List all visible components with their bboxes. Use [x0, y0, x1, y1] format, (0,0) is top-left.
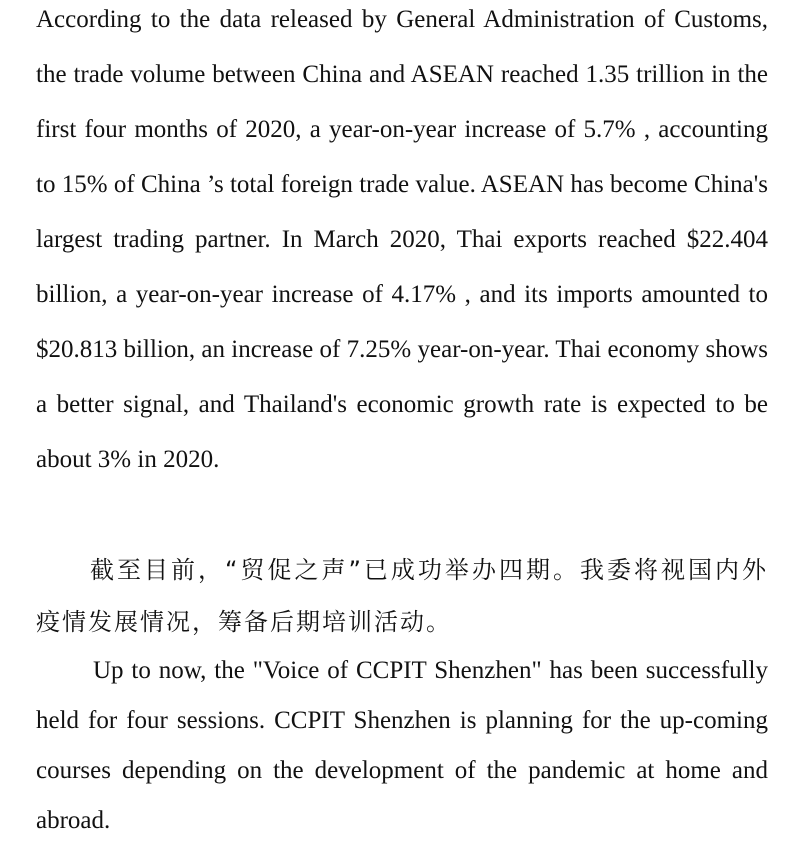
- document-page: [36, 0, 768, 834]
- paragraph-trade-data: According to the data released by General Administration of Customs, the trade volume between China and ASEAN reached 1.35 trillion in the first four months of 2020, a year-on-year increase of 5.7% , accounting to 15% of China ’s total foreign trade value. ASEAN has become China's largest trading partner. In March 2020, Thai exports reached $22.404 billion, a year-on-year increase of 4.17% , and its imports amounted to $20.813 billion, an increase of 7.25% year-on-year. Thai economy shows a better signal, and Thailand's economic growth rate is expected to be about 3% in 2020.: [36, 6, 768, 473]
- paragraph-chinese: 截至目前，“贸促之声”已成功举办四期。我委将视国内外疫情发展情况，筹备后期培训活动。: [36, 556, 768, 636]
- paragraph-voice-of-ccpit: Up to now, the "Voice of CCPIT Shenzhen" has been successfully held for four sessions. CCPIT Shenzhen is planning for the up-coming courses depending on the development of the pandemic at home and abroad.: [36, 657, 768, 834]
